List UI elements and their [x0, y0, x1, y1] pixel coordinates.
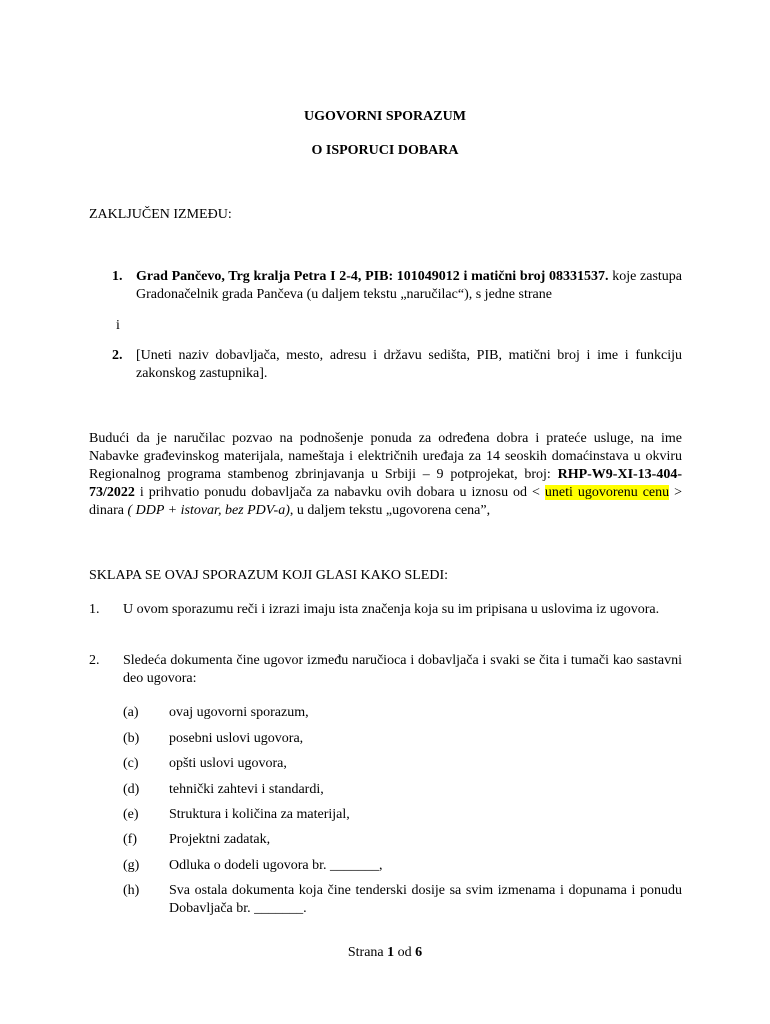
document-letter-b: (b): [123, 731, 140, 746]
footer-current-page: 1: [387, 945, 395, 960]
party2-number: 2.: [112, 348, 123, 363]
document-letter-e: (e): [123, 807, 139, 822]
footer-label: Strana: [347, 945, 384, 960]
preamble-part-4: , u daljem tekstu „ugovorena cena”,: [289, 503, 491, 518]
page-number-footer: [0, 944, 770, 962]
preamble-part-2: i prihvatio ponudu dobavljača za nabavku ovih dobara u iznosu od <: [134, 485, 545, 500]
footer-of: od: [397, 945, 412, 960]
party1-number: 1.: [112, 269, 123, 284]
document-item-h: Sva ostala dokumenta koja čine tenderski dosije sa svim izmenama i dopunama i ponudu Dobavljača br. _______.: [169, 883, 682, 916]
clause-1-number: 1.: [89, 602, 100, 617]
price-terms: ( DDP + istovar, bez PDV-a): [127, 503, 290, 518]
title-line-1: UGOVORNI SPORAZUM: [304, 109, 466, 124]
document-letter-c: (c): [123, 756, 139, 771]
document-item-b: posebni uslovi ugovora,: [169, 731, 304, 746]
agreement-heading: SKLAPA SE OVAJ SPORAZUM KOJI GLASI KAKO SLEDI:: [89, 568, 448, 583]
document-item-e: Struktura i količina za materijal,: [169, 807, 350, 822]
clause-1-text: U ovom sporazumu reči i izrazi imaju ista značenja koja su im pripisana u uslovima iz ugovora.: [123, 602, 660, 617]
document-item-c: opšti uslovi ugovora,: [169, 756, 287, 771]
footer-total-pages: 6: [415, 945, 423, 960]
document-letter-h: (h): [123, 883, 140, 898]
between-heading: ZAKLJUČEN IZMEĐU:: [89, 207, 232, 222]
preamble-paragraph: [89, 430, 682, 520]
document-item-d: tehnički zahtevi i standardi,: [169, 782, 324, 797]
party1-text: [136, 268, 682, 304]
document-letter-a: (a): [123, 705, 139, 720]
preamble-part-1: Budući da je naručilac pozvao na podnošenje ponuda za određena dobra i prateće usluge, na ime Nabavke građevinskog materijala, nameštaja i električnih uređaja za 14 seoskih domaćinstava u okviru Regionalnog programa stambenog zbrinjavanja u Srbiji – 9 potprojekat, broj:: [89, 431, 682, 482]
document-item-a: ovaj ugovorni sporazum,: [169, 705, 309, 720]
clause-2-text: Sledeća dokumenta čine ugovor između naručioca i dobavljača i svaki se čita i tumači kao sastavni deo ugovora:: [123, 653, 682, 686]
and-connector: i: [116, 318, 120, 333]
preamble-part-3: > dinara: [89, 485, 682, 518]
party1-rest: koje zastupa Gradonačelnik grada Pančeva (u daljem tekstu „naručilac“), s jedne strane: [136, 269, 682, 302]
document-item-g: Odluka o dodeli ugovora br. _______,: [169, 858, 383, 873]
document-letter-d: (d): [123, 782, 140, 797]
party2-text: [Uneti naziv dobavljača, mesto, adresu i državu sedišta, PIB, matični broj i ime i funkciju zakonskog zastupnika].: [136, 348, 682, 381]
contract-price-placeholder: uneti ugovorenu cenu: [544, 485, 670, 500]
document-letter-g: (g): [123, 858, 140, 873]
document-item-f: Projektni zadatak,: [169, 832, 271, 847]
document-letter-f: (f): [123, 832, 137, 847]
clause-2-number: 2.: [89, 653, 100, 668]
title-line-2: O ISPORUCI DOBARA: [311, 143, 459, 158]
party1-bold: Grad Pančevo, Trg kralja Petra I 2-4, PIB: 101049012 i matični broj 08331537.: [136, 269, 609, 284]
procurement-reference: RHP-W9-XI-13-404-73/2022: [89, 467, 682, 500]
